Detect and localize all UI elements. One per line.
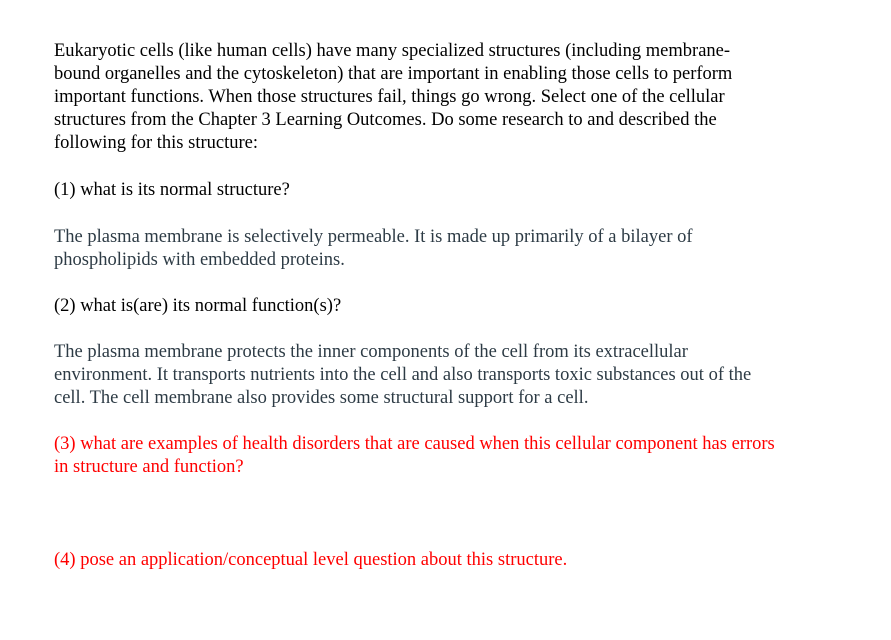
question-1 [54, 179, 290, 202]
answer-1-line: phospholipids with embedded proteins. [54, 250, 345, 270]
question-1-text: (1) what is its normal structure? [54, 180, 290, 200]
intro-line: structures from the Chapter 3 Learning Outcomes. Do some research to and described the [54, 110, 717, 130]
intro-paragraph [54, 40, 732, 155]
intro-line: following for this structure: [54, 133, 258, 153]
answer-2-line: cell. The cell membrane also provides some structural support for a cell. [54, 388, 589, 408]
question-2-text: (2) what is(are) its normal function(s)? [54, 296, 342, 316]
answer-2-line: The plasma membrane protects the inner components of the cell from its extracellular [54, 342, 688, 362]
intro-line: Eukaryotic cells (like human cells) have many specialized structures (including membrane- [54, 41, 731, 61]
intro-line: important functions. When those structures fail, things go wrong. Select one of the cellular [54, 87, 725, 107]
question-3-line: (3) what are examples of health disorders that are caused when this cellular component has errors [54, 434, 775, 454]
answer-1-line: The plasma membrane is selectively permeable. It is made up primarily of a bilayer of [54, 227, 693, 247]
intro-line: bound organelles and the cytoskeleton) that are important in enabling those cells to perform [54, 64, 733, 84]
answer-2-line: environment. It transports nutrients into the cell and also transports toxic substances out of the [54, 365, 752, 385]
question-3 [54, 433, 775, 479]
question-4-text: (4) pose an application/conceptual level question about this structure. [54, 550, 568, 570]
answer-1 [54, 226, 693, 272]
question-2 [54, 295, 341, 318]
question-3-line: in structure and function? [54, 457, 244, 477]
question-4 [54, 549, 567, 572]
answer-2 [54, 341, 751, 410]
